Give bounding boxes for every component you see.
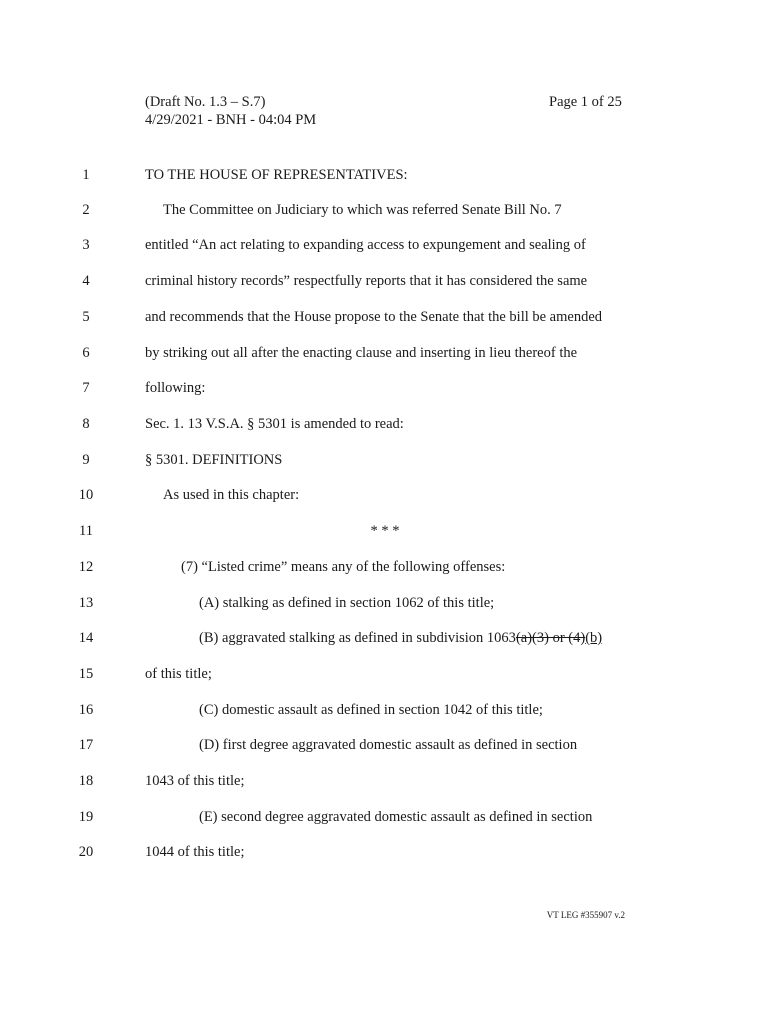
line-number: 9 [82, 452, 90, 468]
line-number: 10 [78, 487, 94, 503]
document-line [0, 450, 770, 470]
document-line [0, 735, 770, 755]
line-text: (E) second degree aggravated domestic assault as defined in section [199, 809, 593, 825]
line-number: 14 [78, 630, 94, 646]
document-header [145, 93, 316, 129]
line-number: 18 [78, 773, 94, 789]
line-number: 15 [78, 666, 94, 682]
document-line [0, 307, 770, 327]
line-text: (D) first degree aggravated domestic assault as defined in section [199, 737, 578, 753]
document-line [0, 235, 770, 255]
line-text: and recommends that the House propose to the Senate that the bill be amended [145, 309, 603, 325]
document-line [0, 485, 770, 505]
document-line [0, 664, 770, 684]
line-number: 4 [82, 273, 90, 289]
line-number: 5 [82, 309, 90, 325]
line-text: 1043 of this title; [145, 773, 245, 789]
line-number: 16 [78, 702, 94, 718]
document-line [0, 343, 770, 363]
line-text: (A) stalking as defined in section 1062 of this title; [199, 595, 495, 611]
line-number: 11 [79, 523, 93, 539]
section-heading: § 5301. DEFINITIONS [145, 452, 283, 468]
line-number: 19 [78, 809, 94, 825]
line-number: 7 [82, 380, 90, 396]
deleted-text: (a)(3) or (4) [515, 630, 586, 646]
line-number: 6 [82, 345, 90, 361]
document-line [0, 414, 770, 434]
line-number: 13 [78, 595, 94, 611]
line-number: 3 [82, 237, 90, 253]
page-number: Page 1 of 25 [549, 94, 622, 110]
document-line [0, 593, 770, 613]
line-text: Sec. 1. 13 V.S.A. § 5301 is amended to read: [145, 416, 404, 432]
line-number: 12 [78, 559, 94, 575]
document-line [0, 271, 770, 291]
line-number: 1 [82, 167, 90, 183]
line-text: following: [145, 380, 206, 396]
document-line [0, 628, 770, 648]
document-line [0, 165, 770, 185]
line-number: 2 [82, 202, 90, 218]
line-text: The Committee on Judiciary to which was referred Senate Bill No. 7 [163, 202, 562, 218]
document-footer: VT LEG #355907 v.2 [546, 910, 625, 920]
document-line [0, 842, 770, 862]
inserted-text: (b) [585, 630, 603, 646]
amended-line-text [199, 628, 602, 648]
line-text: (7) “Listed crime” means any of the following offenses: [181, 559, 506, 575]
line-number: 20 [78, 844, 94, 860]
document-line [0, 200, 770, 220]
line-text: 1044 of this title; [145, 844, 245, 860]
document-line [0, 521, 770, 541]
line-text: (B) aggravated stalking as defined in subdivision 1063 [199, 630, 516, 646]
document-line [0, 700, 770, 720]
document-line [0, 771, 770, 791]
document-line [0, 807, 770, 827]
line-text: of this title; [145, 666, 212, 682]
draft-number: (Draft No. 1.3 – S.7) [145, 94, 266, 110]
line-text: criminal history records” respectfully reports that it has considered the same [145, 273, 588, 289]
document-line [0, 378, 770, 398]
draft-date: 4/29/2021 - BNH - 04:04 PM [145, 112, 317, 128]
line-text: entitled “An act relating to expanding access to expungement and sealing of [145, 237, 586, 253]
line-text: TO THE HOUSE OF REPRESENTATIVES: [145, 167, 408, 183]
line-text: As used in this chapter: [163, 487, 300, 503]
omission-marker: * * * [370, 523, 400, 539]
document-line [0, 557, 770, 577]
line-text: (C) domestic assault as defined in section 1042 of this title; [199, 702, 543, 718]
line-number: 17 [78, 737, 94, 753]
line-number: 8 [82, 416, 90, 432]
line-text: by striking out all after the enacting clause and inserting in lieu thereof the [145, 345, 578, 361]
